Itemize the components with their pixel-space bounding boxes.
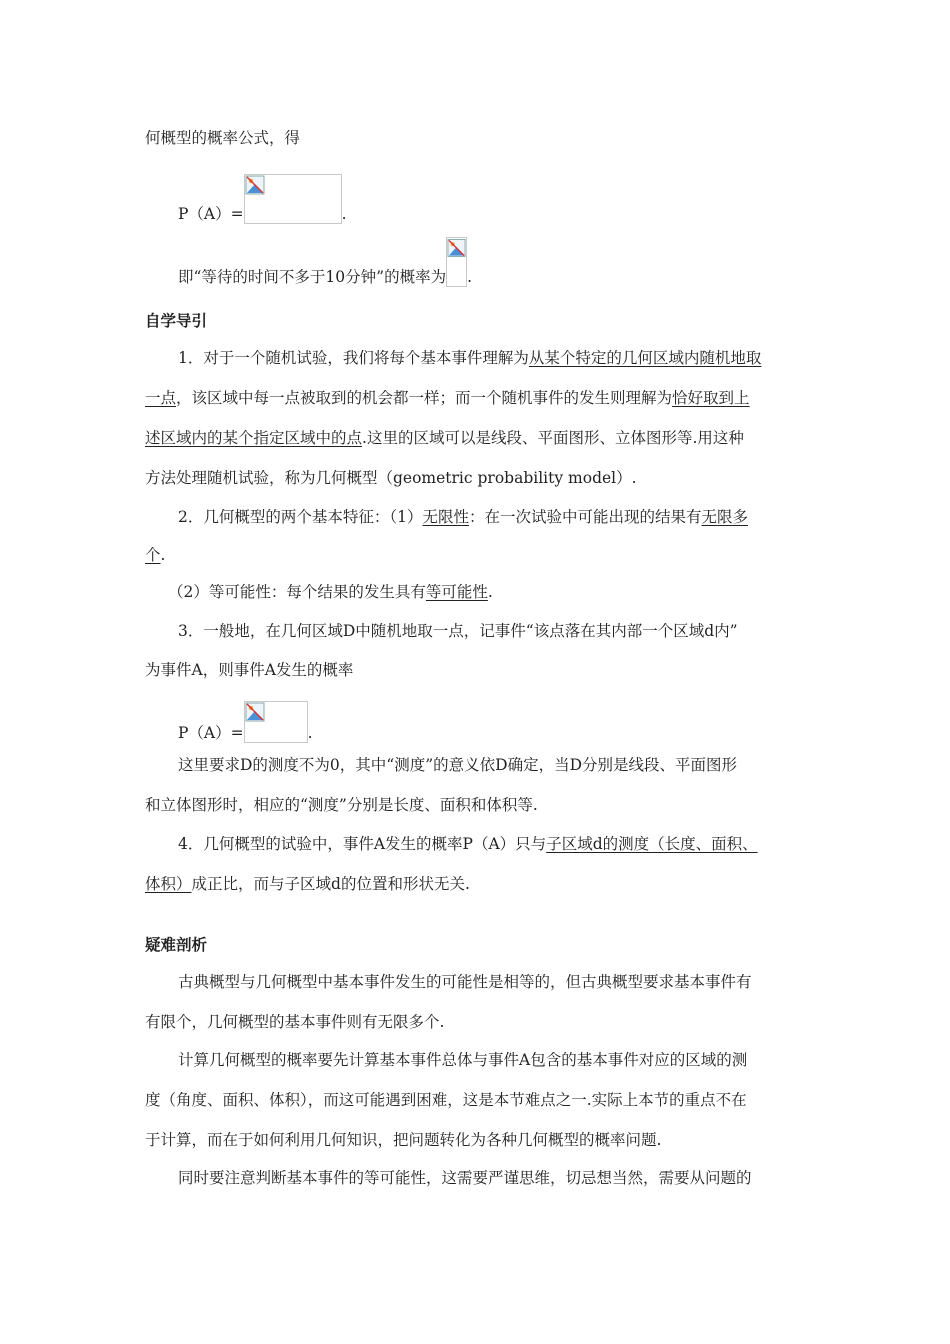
text: 为事件A，则事件A发生的概率 (145, 661, 354, 679)
text: 1．对于一个随机试验，我们将每个基本事件理解为 (178, 349, 529, 367)
underlined-answer: 等可能性 (425, 583, 488, 601)
formula-label: P（A）= (178, 205, 244, 223)
underlined-answer: 个 (145, 546, 161, 564)
text-line (178, 237, 472, 287)
text: 2．几何概型的两个基本特征：（1） (178, 508, 423, 526)
text: . (307, 724, 313, 742)
text-line (145, 660, 353, 680)
text: ：在一次试验中可能出现的结果有 (469, 508, 702, 526)
formula-line (178, 174, 347, 224)
text: 何概型的概率公式，得 (145, 129, 301, 147)
text-line (145, 128, 300, 148)
broken-image-formula (244, 174, 342, 224)
text: 3．一般地，在几何区域D中随机地取一点，记事件“该点落在其内部一个区域d内” (178, 622, 738, 640)
heading-text: 疑难剖析 (145, 936, 208, 954)
text-line (145, 874, 470, 894)
text: . (341, 205, 347, 223)
text: 4．几何概型的试验中，事件A发生的概率P（A）只与 (178, 835, 547, 853)
text-line (178, 755, 737, 775)
text: 成正比，而与子区域d的位置和形状无关. (191, 875, 470, 893)
text: 古典概型与几何概型中基本事件发生的可能性是相等的，但古典概型要求基本事件有 (178, 973, 752, 991)
text-line (145, 545, 165, 565)
formula-label: P（A）= (178, 724, 244, 742)
text: 同时要注意判断基本事件的等可能性，这需要严谨思维，切忌想当然，需要从问题的 (178, 1169, 752, 1187)
text: 于计算，而在于如何利用几何知识，把问题转化为各种几何概型的概率问题. (145, 1131, 662, 1149)
text-line (145, 1012, 444, 1032)
underlined-answer: 述区域内的某个指定区域中的点 (145, 429, 363, 447)
text: . (467, 268, 473, 286)
text-line (178, 1168, 752, 1188)
broken-image-result (446, 237, 467, 287)
text: 计算几何概型的概率要先计算基本事件总体与事件A包含的基本事件对应的区域的测 (178, 1051, 748, 1069)
section-heading (145, 935, 207, 955)
underlined-answer: 体积） (145, 875, 192, 893)
broken-image-icon (245, 702, 265, 722)
underlined-answer: 无限多 (701, 508, 749, 526)
formula-line (178, 701, 313, 743)
text-line (178, 834, 758, 854)
heading-text: 自学导引 (145, 312, 208, 330)
text-line (145, 1130, 661, 1150)
text-line (178, 1050, 747, 1070)
text: . (160, 546, 166, 564)
text: . (487, 583, 493, 601)
text-line (145, 468, 637, 488)
text-line (178, 348, 761, 368)
underlined-answer: 无限性 (422, 508, 469, 526)
text-line (145, 795, 538, 815)
text-line (178, 621, 738, 641)
broken-image-icon (245, 175, 265, 195)
underlined-answer: 子区域d的测度（长度、面积、 (546, 835, 758, 853)
broken-image-icon (447, 238, 466, 258)
text: 和立体图形时，相应的“测度”分别是长度、面积和体积等. (145, 796, 538, 814)
text-line (178, 507, 748, 527)
text: 这里要求D的测度不为0，其中“测度”的意义依D确定，当D分别是线段、平面图形 (178, 756, 737, 774)
text-line (168, 582, 493, 602)
broken-image-formula (244, 701, 308, 743)
text: 方法处理随机试验，称为几何概型（geometric probability model）. (145, 469, 637, 487)
text-line (145, 1090, 747, 1110)
text-line (145, 428, 744, 448)
text: .这里的区域可以是线段、平面图形、立体图形等.用这种 (362, 429, 744, 447)
text: 有限个，几何概型的基本事件则有无限多个. (145, 1013, 445, 1031)
underlined-answer: 恰好取到上 (672, 389, 750, 407)
text-line (178, 972, 752, 992)
text: ，该区域中每一点被取到的机会都一样；而一个随机事件的发生则理解为 (176, 389, 673, 407)
section-heading (145, 311, 207, 331)
text: 即“等待的时间不多于10分钟”的概率为 (178, 268, 447, 286)
underlined-answer: 从某个特定的几何区域内随机地取 (528, 349, 762, 367)
text: （2）等可能性：每个结果的发生具有 (168, 583, 426, 601)
underlined-answer: 一点 (145, 389, 177, 407)
text-line (145, 388, 750, 408)
text: 度（角度、面积、体积），而这可能遇到困难，这是本节难点之一.实际上本节的重点不在 (145, 1091, 747, 1109)
